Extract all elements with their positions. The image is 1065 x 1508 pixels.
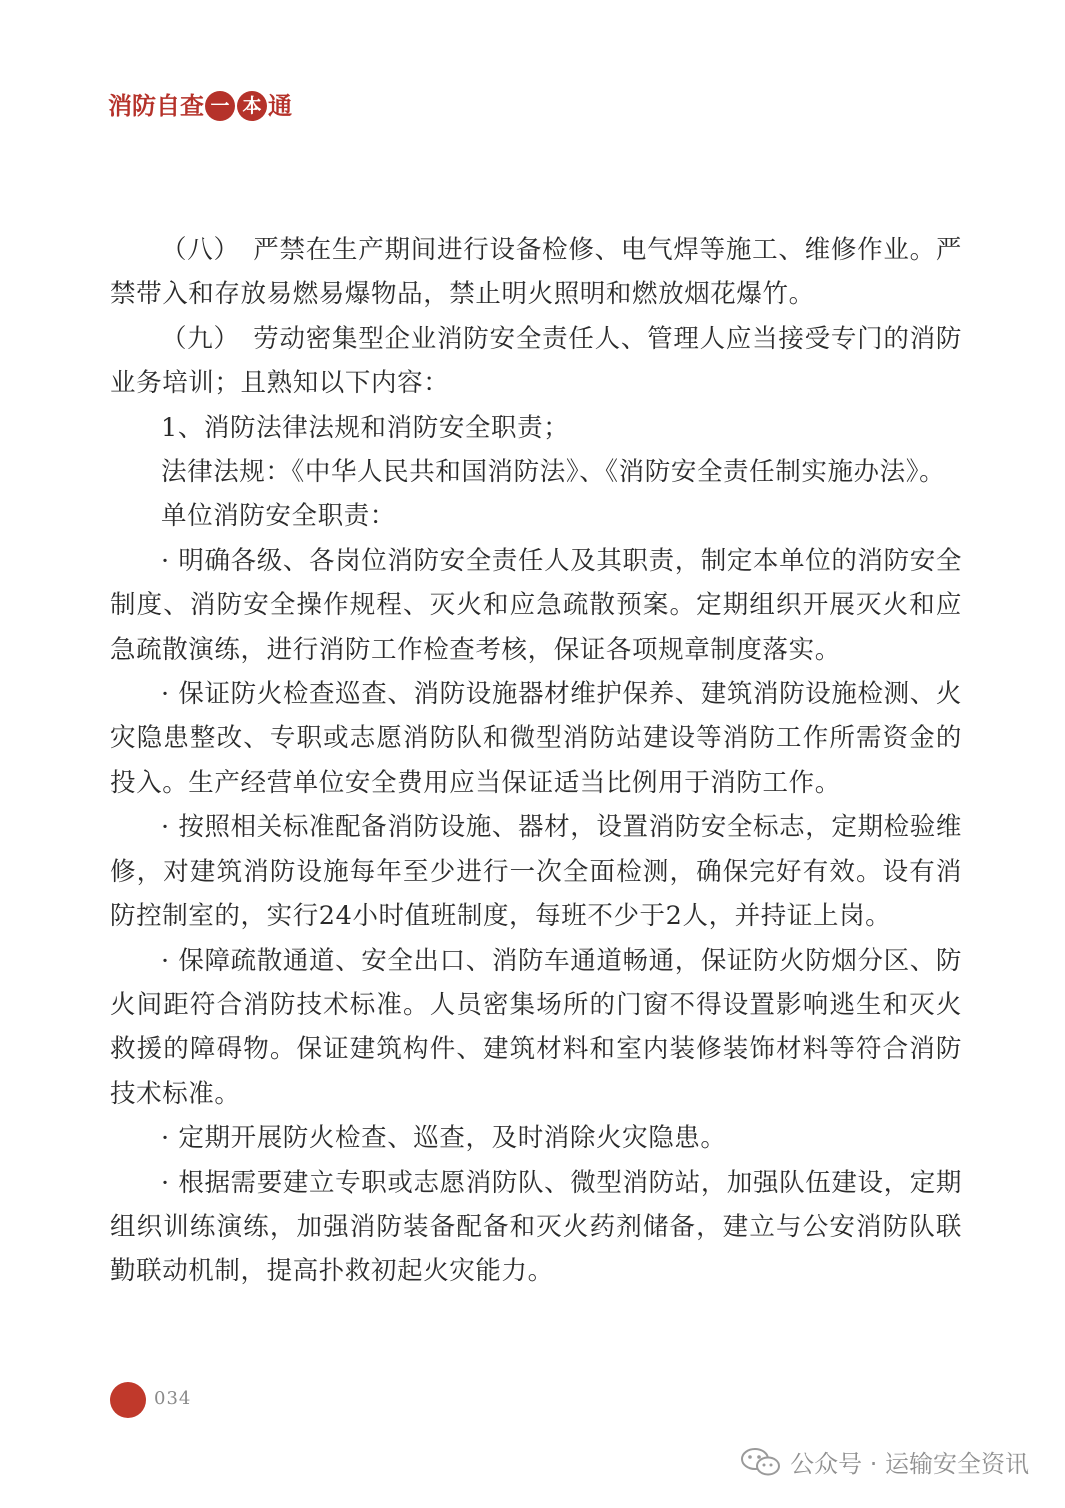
paragraph-laws: 法律法规：《中华人民共和国消防法》、《消防安全责任制实施办法》。 bbox=[161, 457, 946, 488]
book-title-char: 查 bbox=[180, 92, 204, 120]
book-title-char: 防 bbox=[132, 92, 156, 120]
bullet-paragraph: · 保证防火检查巡查、消防设施器材维护保养、建筑消防设施检测、火灾隐患整改、专职或志愿消防队和微型消防站建设等消防工作所需资金的投入。生产经营单位安全费用应当保证适当比例用于消防工作。 bbox=[110, 679, 962, 798]
book-title-char-circled: 一 bbox=[205, 91, 235, 121]
watermark-text: 公众号 · 运输安全资讯 bbox=[790, 1450, 1029, 1478]
bullet-paragraph: · 定期开展防火检查、巡查，及时消除火灾隐患。 bbox=[161, 1123, 727, 1154]
page-marker-circle bbox=[110, 1382, 146, 1418]
paragraph-item-9: （九） 劳动密集型企业消防安全责任人、管理人应当接受专门的消防业务培训；且熟知以下内容： bbox=[110, 323, 962, 399]
bullet-paragraph: · 按照相关标准配备消防设施、器材，设置消防安全标志，定期检验维修，对建筑消防设施每年至少进行一次全面检测，确保完好有效。设有消防控制室的，实行24小时值班制度，每班不少于2人，并持证上岗。 bbox=[110, 812, 962, 932]
book-title-char: 自 bbox=[156, 92, 180, 120]
book-title-char: 通 bbox=[268, 92, 292, 120]
bullet-paragraph: · 根据需要建立专职或志愿消防队、微型消防站，加强队伍建设，定期组织训练演练，加强消防装备配备和灭火药剂储备，建立与公安消防队联勤联动机制，提高扑救初起火灾能力。 bbox=[110, 1167, 962, 1287]
body-text bbox=[110, 228, 962, 1294]
page-number: 034 bbox=[154, 1388, 192, 1409]
wechat-icon bbox=[740, 1447, 782, 1477]
bullet-paragraph: · 明确各级、各岗位消防安全责任人及其职责，制定本单位的消防安全制度、消防安全操作规程、灭火和应急疏散预案。定期组织开展灭火和应急疏散演练，进行消防工作检查考核，保证各项规章制度落实。 bbox=[110, 545, 962, 665]
watermark bbox=[740, 1444, 1029, 1479]
book-title-char: 消 bbox=[108, 92, 132, 120]
book-title bbox=[108, 86, 292, 126]
paragraph-item-8: （八） 严禁在生产期间进行设备检修、电气焊等施工、维修作业。严禁带入和存放易燃易爆物品，禁止明火照明和燃放烟花爆竹。 bbox=[110, 235, 962, 310]
paragraph-duties-heading: 单位消防安全职责： bbox=[161, 501, 396, 532]
paragraph-subitem-1: 1、消防法律法规和消防安全职责； bbox=[161, 412, 570, 443]
bullet-paragraph: · 保障疏散通道、安全出口、消防车通道畅通，保证防火防烟分区、防火间距符合消防技术标准。人员密集场所的门窗不得设置影响逃生和灭火救援的障碍物。保证建筑构件、建筑材料和室内装修装饰材料等符合消防技术标准。 bbox=[110, 945, 962, 1109]
book-title-char-circled: 本 bbox=[237, 91, 267, 121]
